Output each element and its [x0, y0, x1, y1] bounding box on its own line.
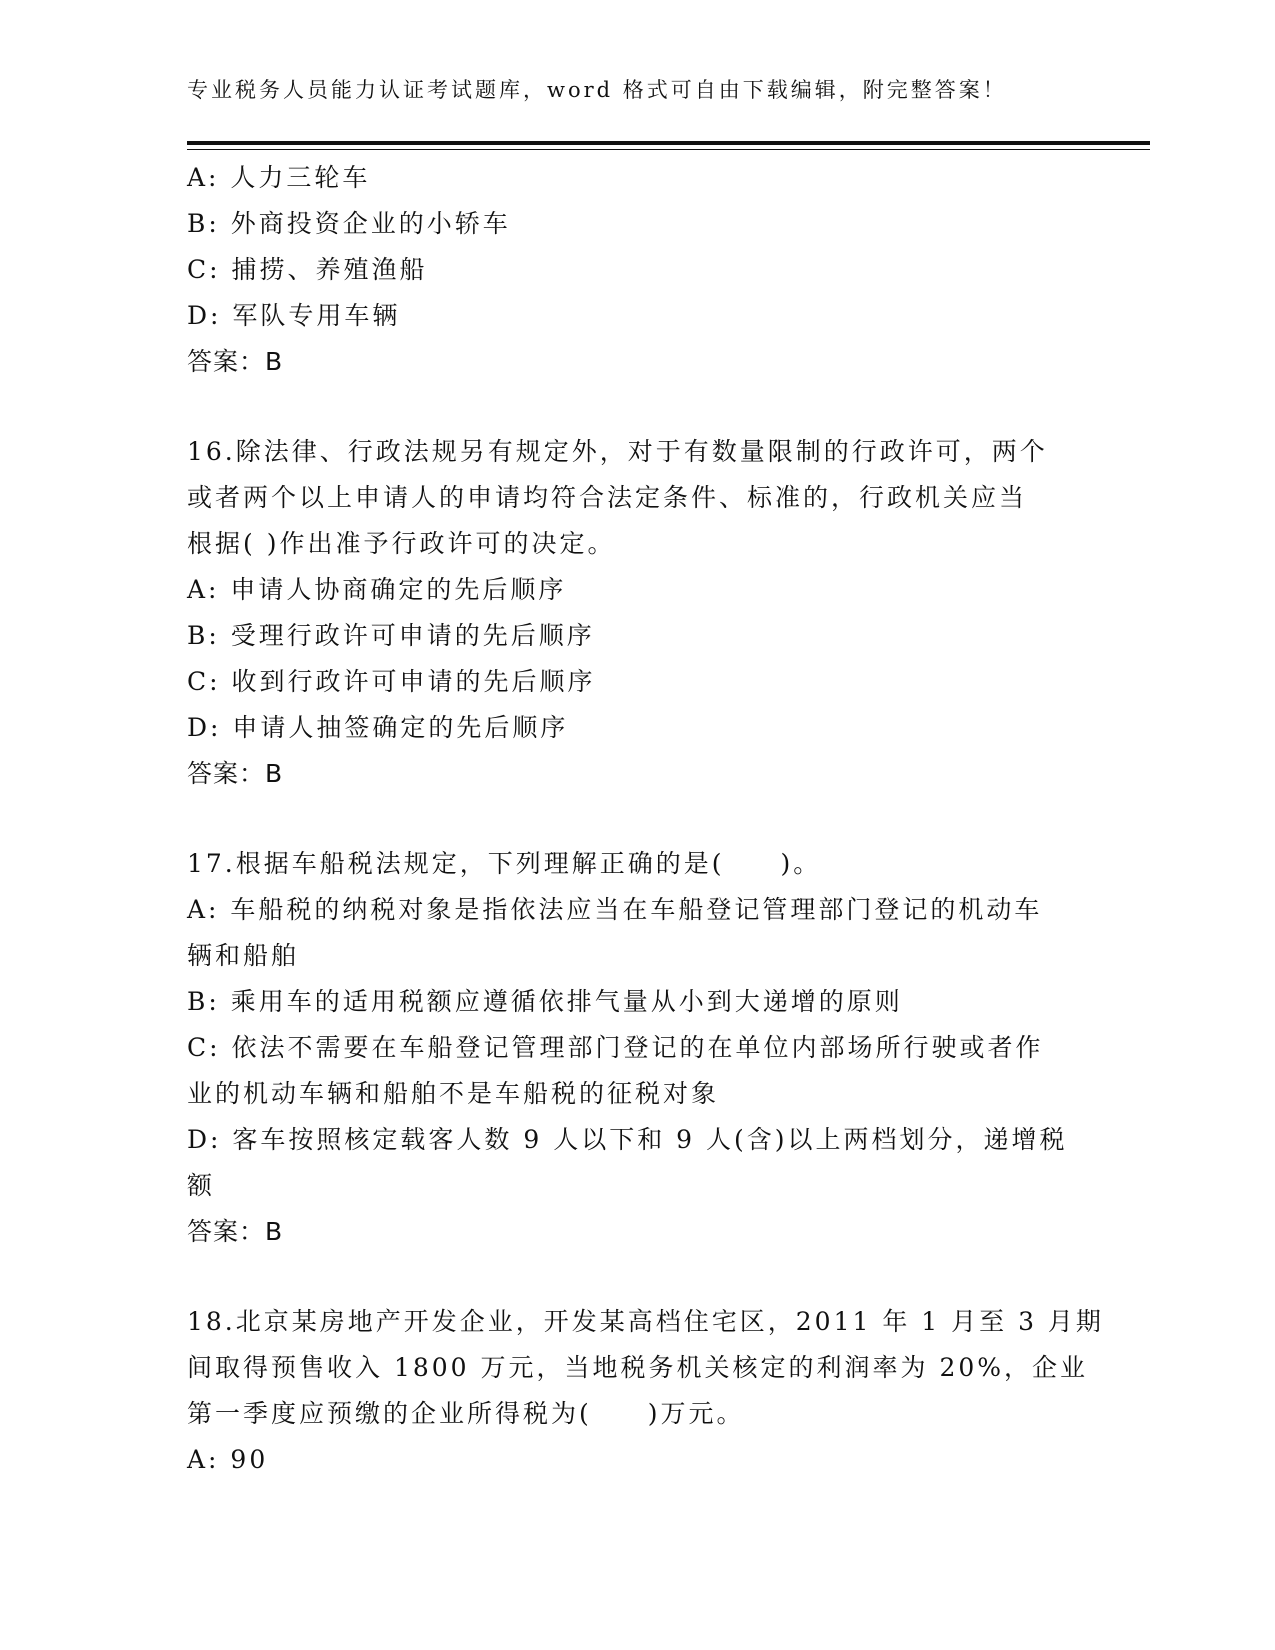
answer-line: 答案：B [187, 1217, 284, 1246]
question-line: 16.除法律、行政法规另有规定外，对于有数量限制的行政许可，两个 [187, 437, 1048, 466]
question-line: 业的机动车辆和船舶不是车船税的征税对象 [187, 1079, 720, 1108]
question-line: 间取得预售收入 1800 万元，当地税务机关核定的利润率为 20%，企业 [187, 1353, 1089, 1382]
question-line: 18.北京某房地产开发企业，开发某高档住宅区，2011 年 1 月至 3 月期 [187, 1307, 1104, 1336]
block-gap [187, 1255, 1077, 1299]
question-line: 17.根据车船税法规定，下列理解正确的是( )。 [187, 849, 822, 878]
block-gap [187, 385, 1077, 429]
question-line: C: 收到行政许可申请的先后顺序 [187, 667, 596, 696]
question-block [187, 429, 1077, 797]
question-line: A: 车船税的纳税对象是指依法应当在车船登记管理部门登记的机动车 [187, 895, 1043, 924]
question-line: D: 军队专用车辆 [187, 301, 401, 330]
block-gap [187, 797, 1077, 841]
answer-line: 答案：B [187, 759, 284, 788]
header-rule-thin [187, 149, 1150, 150]
question-line: 第一季度应预缴的企业所得税为( )万元。 [187, 1399, 745, 1428]
question-line: A: 人力三轮车 [187, 163, 371, 192]
question-line: B: 外商投资企业的小轿车 [187, 209, 511, 238]
question-line: C: 依法不需要在车船登记管理部门登记的在单位内部场所行驶或者作 [187, 1033, 1044, 1062]
question-block [187, 841, 1077, 1255]
question-line: B: 受理行政许可申请的先后顺序 [187, 621, 595, 650]
question-block [187, 155, 1077, 385]
question-line: A: 申请人协商确定的先后顺序 [187, 575, 567, 604]
question-line: 根据( )作出准予行政许可的决定。 [187, 529, 616, 558]
question-line: 额 [187, 1171, 216, 1200]
question-line: D: 申请人抽签确定的先后顺序 [187, 713, 569, 742]
question-line: B: 乘用车的适用税额应遵循依排气量从小到大递增的原则 [187, 987, 903, 1016]
question-line: A: 90 [187, 1445, 269, 1474]
question-line: D: 客车按照核定载客人数 9 人以下和 9 人(含)以上两档划分，递增税 [187, 1125, 1068, 1154]
question-line: 辆和船舶 [187, 941, 300, 970]
question-line: 或者两个以上申请人的申请均符合法定条件、标准的，行政机关应当 [187, 483, 1028, 512]
question-list [187, 155, 1104, 1483]
question-line: C: 捕捞、养殖渔船 [187, 255, 428, 284]
page-header: 专业税务人员能力认证考试题库，word 格式可自由下载编辑，附完整答案！ [187, 78, 1007, 102]
answer-line: 答案：B [187, 347, 284, 376]
question-block [187, 1299, 1104, 1483]
header-rule-thick [187, 141, 1150, 145]
